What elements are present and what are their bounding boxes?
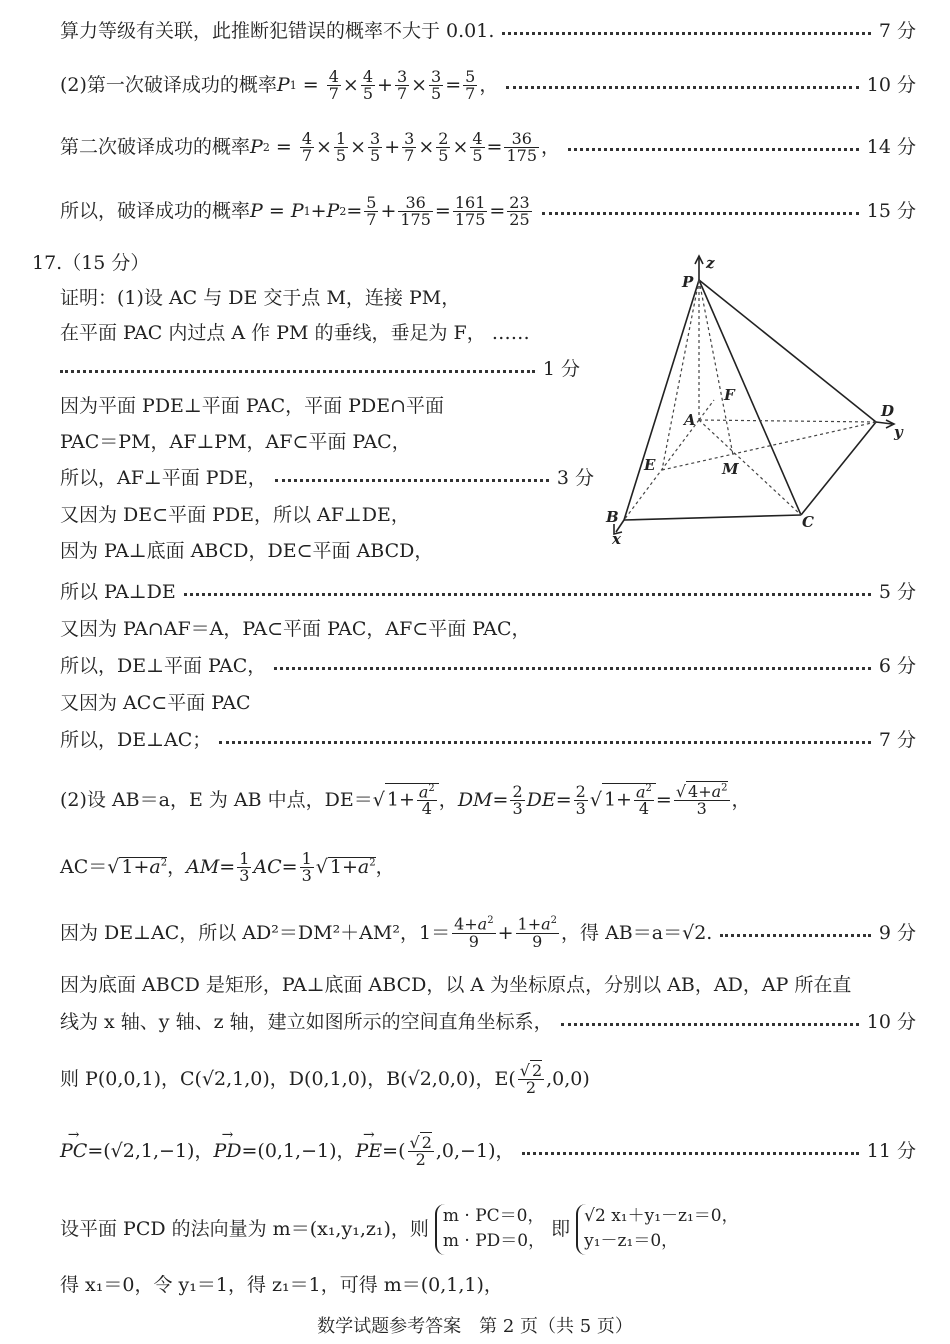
part2-line-7: → PC =(√2,1,−1)， → PD =(0,1,−1)， → PE =( √ $\frac{2}{2}$ ,0,−1)， 11 分 [60, 1130, 916, 1172]
part2-line-3: 因为 DE⊥AC，所以 AD²＝DM²＋AM²，1＝ $\frac{4+a^2}{9}$ + $\frac{1+a^2}{9}$ ，得 AB＝a＝√2. 9 分 [60, 914, 916, 951]
proof-line-10: 又因为 PA∩AF＝A，PA⊂平面 PAC，AF⊂平面 PAC， [60, 618, 531, 640]
edge-CD [801, 422, 876, 515]
proof-line-9: 所以 PA⊥DE 5 分 [60, 581, 916, 603]
proof-line-2: 在平面 PAC 内过点 A 作 PM 的垂线，垂足为 F， …… [60, 322, 530, 344]
edge-PB [624, 280, 699, 520]
edge-AF [699, 400, 714, 420]
label-E: E [644, 456, 656, 474]
part2-line-9: 得 x₁＝0，令 y₁＝1，得 z₁＝1，可得 m＝(0,1,1)， [60, 1274, 503, 1296]
equation-system-1: m · PC＝0， m · PD＝0， [435, 1204, 545, 1255]
line-1: 算力等级有关联，此推断犯错误的概率不大于 0.01. 7 分 [60, 20, 916, 42]
part2-line-4: 因为底面 ABCD 是矩形，PA⊥底面 ABCD，以 A 为坐标原点，分别以 AB，AD，AP 所在直 [60, 974, 852, 996]
proof-line-11: 所以，DE⊥平面 PAC， 6 分 [60, 655, 916, 677]
label-x: x [612, 530, 621, 548]
part2-line-6: 则 P(0,0,1)，C(√2,1,0)，D(0,1,0)，B(√2,0,0)，E( √ $\frac{2}{2}$ ,0,0) [60, 1058, 916, 1100]
proof-line-4: 因为平面 PDE⊥平面 PAC，平面 PDE∩平面 [60, 395, 444, 417]
line-4: 所以，破译成功的概率 P = P 1 + P 2 = $\frac{5}{7}$ + $\frac{36}{175}$ = $\frac{161}{175}$ = $\frac{23}{25}$ 15 分 [60, 192, 916, 229]
edge-AC [699, 420, 801, 515]
proof-line-13: 所以，DE⊥AC； 7 分 [60, 729, 916, 751]
proof-line-12: 又因为 AC⊂平面 PAC [60, 692, 251, 714]
edge-PM [699, 280, 733, 455]
part2-line-1: (2)设 AB＝a，E 为 AB 中点，DE＝ √ 1+ $\frac{a^2}{4}$ ， DM = $\frac{2}{3}$ DE = $\frac{2}{3}$ √ 1+ $\frac{a^2}{4}$ = √ $\frac{4+a^2}{3}$ ， [60, 778, 916, 822]
edge-PE [662, 280, 699, 470]
part2-line-5: 线为 x 轴、y 轴、z 轴，建立如图所示的空间直角坐标系， 10 分 [60, 1011, 916, 1033]
equation-system-2: √2 x₁＋y₁－z₁＝0， y₁－z₁＝0， [576, 1204, 738, 1255]
edge-BC [624, 515, 801, 520]
label-B: B [606, 508, 619, 526]
proof-line-5: PAC＝PM，AF⊥PM，AF⊂平面 PAC， [60, 431, 411, 453]
label-A: A [684, 411, 696, 429]
line-3: 第二次破译成功的概率 P 2 = $\frac{4}{7}$ × $\frac{1}{5}$ × $\frac{3}{5}$ + $\frac{3}{7}$ × $\frac{2}{5}$ × $\frac{4}{5}$ = $\frac{36}{175}$ ， 14 分 [60, 128, 916, 165]
proof-line-7: 又因为 DE⊂平面 PDE，所以 AF⊥DE， [60, 504, 410, 526]
edge-AD [699, 420, 876, 422]
edge-PC [699, 280, 801, 515]
edge-AB [624, 420, 699, 520]
label-y: y [894, 423, 903, 441]
pyramid-figure [596, 250, 916, 550]
question-17-title: 17.（15 分） [32, 252, 150, 274]
proof-line-6: 所以，AF⊥平面 PDE， 3 分 [60, 467, 594, 489]
label-M: M [722, 460, 739, 478]
proof-line-3: 1 分 [60, 360, 580, 379]
part2-line-2: AC＝ √ $1+a^2$ ， AM = $\frac{1}{3}$ AC = $\frac{1}{3}$ √ $1+a^2$ ， [60, 846, 916, 888]
proof-line-8: 因为 PA⊥底面 ABCD，DE⊂平面 ABCD， [60, 540, 434, 562]
label-F: F [724, 386, 735, 404]
label-C: C [802, 513, 814, 531]
line-2: (2)第一次破译成功的概率 P 1 = $\frac{4}{7}$ × $\frac{4}{5}$ + $\frac{3}{7}$ × $\frac{3}{5}$ = $\frac{5}{7}$ ， 10 分 [60, 66, 916, 103]
label-P: P [682, 273, 694, 291]
label-z: z [706, 254, 715, 272]
part2-line-8: 设平面 PCD 的法向量为 m＝(x₁,y₁,z₁)，则 m · PC＝0， m · PD＝0， 即 √2 x₁＋y₁－z₁＝0， y₁－z₁＝0， [60, 1196, 916, 1262]
page-footer: 数学试题参考答案 第 2 页（共 5 页） [317, 1316, 633, 1337]
label-D: D [881, 402, 895, 420]
proof-line-1: 证明：(1)设 AC 与 DE 交于点 M，连接 PM， [60, 287, 461, 309]
